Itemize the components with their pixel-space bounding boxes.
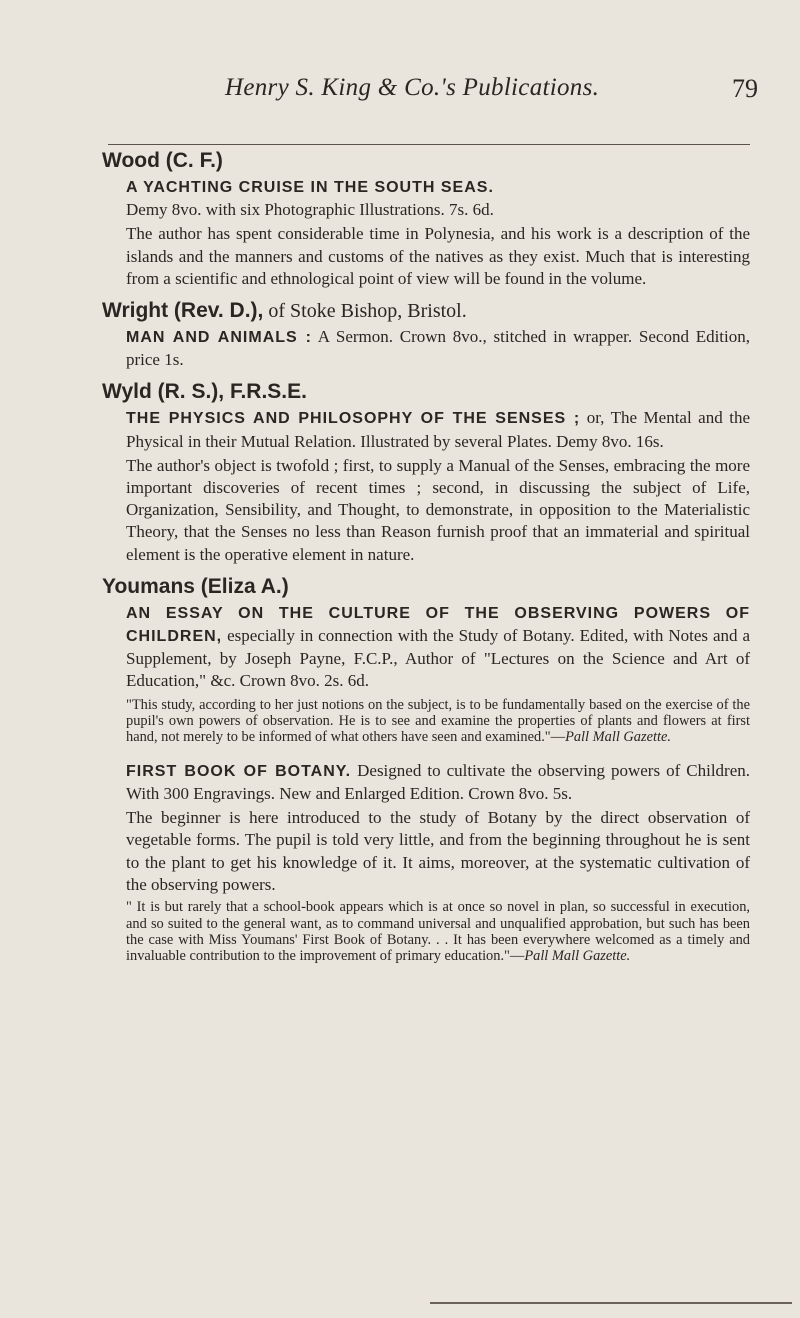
work <box>126 760 750 965</box>
work-title: THE PHYSICS AND PHILOSOPHY OF THE SENSES ; <box>126 410 581 428</box>
author-heading: Youmans (Eliza A.) <box>102 574 289 598</box>
work-title: MAN AND ANIMALS : <box>126 329 312 347</box>
work-description: The beginner is here introduced to the study of Botany by the direct observation of vegetable forms. The pupil is told very little, and from the beginning throughout he is sent to the plant to get his knowledge of it. It aims, moreover, at the systematic cultivation of the observing powers. <box>126 808 750 894</box>
review-source: Pall Mall Gazette. <box>524 948 631 965</box>
work-title: A YACHTING CRUISE IN THE SOUTH SEAS. <box>126 179 494 196</box>
running-title: Henry S. King & Co.'s Publications. <box>225 74 600 101</box>
page-number: 79 <box>732 74 758 103</box>
catalogue-entry <box>102 377 750 565</box>
work <box>126 602 750 746</box>
work-description: The author has spent considerable time in Polynesia, and his work is a description of the islands and the manners and customs of the natives as they exist. Much that is interesting from a scientific and ethnological point of view will be found in the volume. <box>126 224 750 288</box>
work <box>126 326 750 371</box>
author-heading: Wright (Rev. D.), of Stoke Bishop, Bristol. <box>102 299 467 323</box>
work-description: The author's object is twofold ; first, to supply a Manual of the Senses, embracing the more important discoveries of recent times ; second, in discussing the subject of Life, Organization, Sensibility, and Thought, to demonstrate, in opposition to the Materialistic Theory, that the Senses no less than Reason furnish proof that an immaterial and spiritual element is the operative element in nature. <box>126 455 750 564</box>
author-heading: Wood (C. F.) <box>102 149 223 172</box>
bottom-rule <box>430 1302 792 1304</box>
catalogue-content <box>102 146 750 965</box>
review-source: Pall Mall Gazette. <box>565 729 671 746</box>
work-title: FIRST BOOK OF BOTANY. <box>126 762 352 780</box>
work-details: A Sermon. Crown 8vo., stitched in wrapper. Second Edition, price 1s. <box>126 327 750 370</box>
work <box>126 176 750 290</box>
header-rule <box>108 144 750 145</box>
catalogue-entry <box>102 296 750 371</box>
review-quote: "This study, according to her just notions on the subject, is to be fundamentally based on the exercise of the pupil's own powers of observation. He is to see and examine the properties of plants and flowers at first hand, not merely to be informed of what others have seen and examined."—Pall Mall Gazette. <box>126 696 750 746</box>
work-title: AN ESSAY ON THE CULTURE OF THE OBSERVING POWERS OF CHILDREN, <box>126 604 750 646</box>
review-quote: " It is but rarely that a school-book appears which is at once so novel in plan, so successful in execution, and so suited to the general want, as to command universal and unqualified approbation, but such has been the case with Miss Youmans' First Book of Botany. . . It has been everywhere welcomed as a timely and invaluable contribution to the improvement of primary education."—Pall Mall Gazette. <box>126 899 750 965</box>
catalogue-entry <box>102 572 750 965</box>
work <box>126 407 750 565</box>
author-heading: Wyld (R. S.), F.R.S.E. <box>102 380 307 404</box>
catalogue-entry <box>102 146 750 290</box>
work-details: Designed to cultivate the observing powers of Children. With 300 Engravings. New and Enlarged Edition. Crown 8vo. 5s. <box>126 760 750 804</box>
running-head <box>0 74 800 114</box>
work-details: or, The Mental and the Physical in their Mutual Relation. Illustrated by several Plates. Demy 8vo. 16s. <box>126 408 750 451</box>
work-details: Demy 8vo. with six Photographic Illustrations. 7s. 6d. <box>126 200 494 220</box>
work-details: especially in connection with the Study of Botany. Edited, with Notes and a Supplement, by Joseph Payne, F.C.P., Author of "Lectures on the Science and Art of Education," &c. Crown 8vo. 2s. 6d. <box>126 626 750 691</box>
